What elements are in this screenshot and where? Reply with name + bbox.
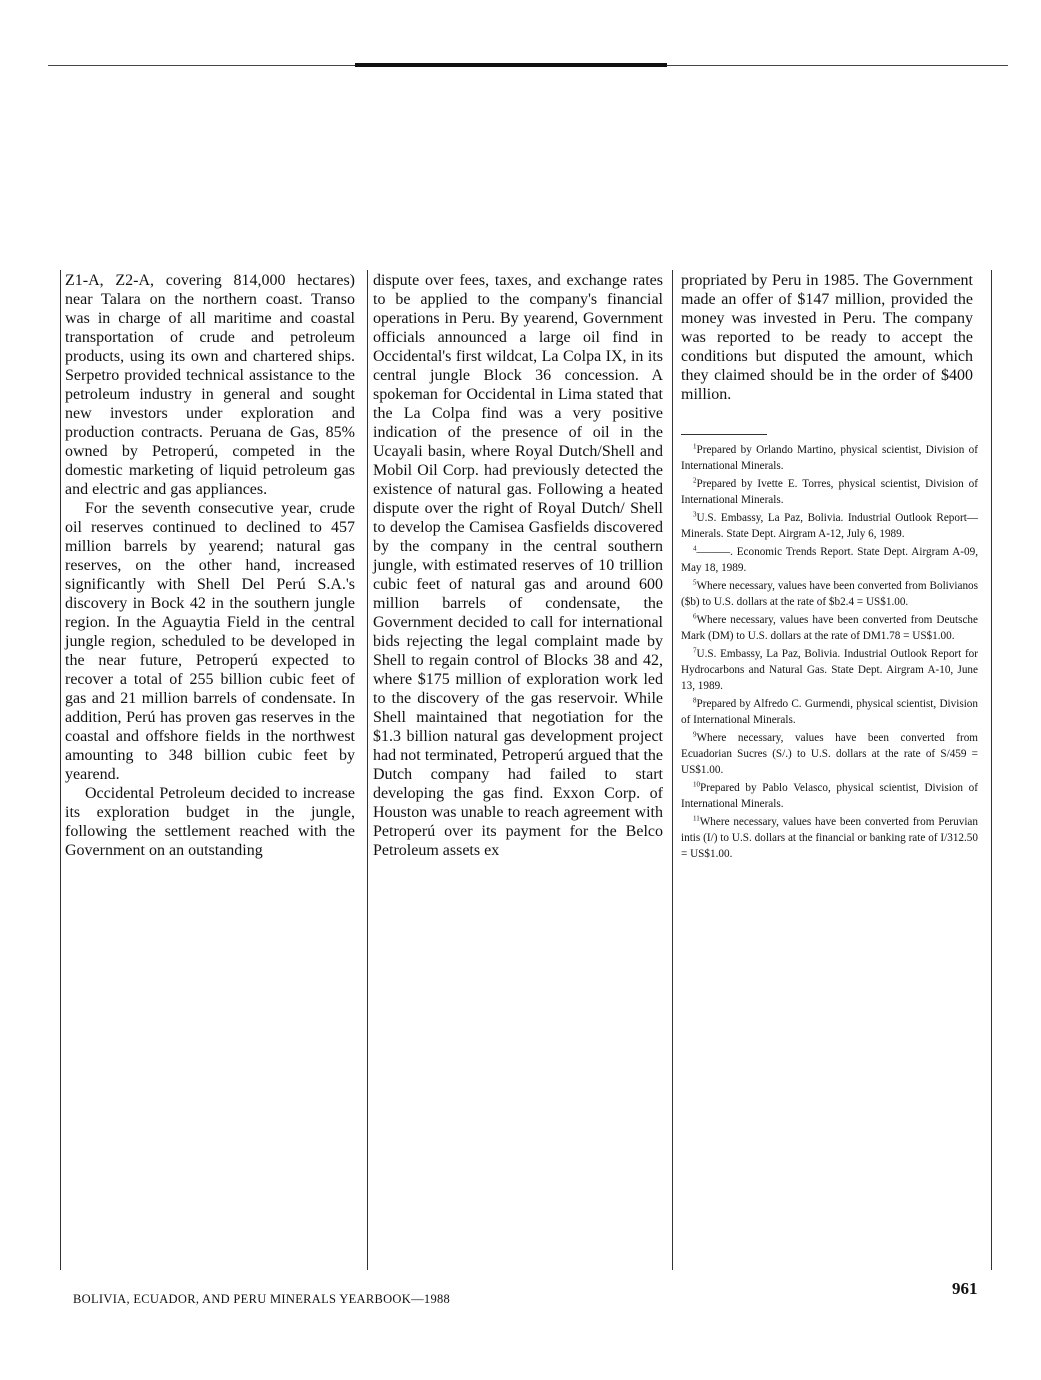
footnote — [681, 696, 978, 728]
paragraph: propriated by Peru in 1985. The Government made an offer of $147 million, provided the money was invested in Peru. The company was reported to be ready to accept the conditions but disputed the amount, which they claimed should be in the order of $400 million. — [681, 272, 973, 403]
footnote-number: 9 — [693, 730, 697, 739]
footnote-number: 6 — [693, 612, 697, 621]
header-rule-bold — [355, 63, 667, 67]
text-column-2 — [373, 271, 663, 860]
footnote-number: 7 — [693, 646, 697, 655]
paragraph: Occidental Petroleum decided to increase its exploration budget in the jungle, following the settlement reached with the Government on an outstanding — [65, 785, 355, 859]
footnotes — [681, 442, 978, 864]
paragraph: dispute over fees, taxes, and exchange rates to be applied to the company's financial operations in Peru. By yearend, Government officials announced a large oil find in Occidental's first wildcat, La Colpa IX, in its central jungle Block 36 concession. A spokeman for Occidental in Lima stated that the La Colpa find was a very positive indication of the presence of oil in the Ucayali basin, where Royal Dutch/Shell and Mobil Oil Corp. had previously detected the existence of natural gas. Following a heated dispute over the right of Royal Dutch/ Shell to develop the Camisea Gasfields discovered by the company in the central southern jungle, with estimated reserves of 10 trillion cubic feet of natural gas and around 600 million barrels of condensate, the Government decided to call for international bids rejecting the legal complaint made by Shell to regain control of Blocks 38 and 42, where $175 million of exploration work led to the discovery of the gas reservoir. While Shell maintained that negotiation for the $1.3 billion natural gas development project had not terminated, Petroperú argued that the Dutch company had failed to start developing the gas find. Exxon Corp. of Houston was unable to reach agreement with Petroperú over its payment for the Belco Petroleum assets ex — [373, 272, 663, 859]
footnote — [681, 510, 978, 542]
footnote-text: Prepared by Orlando Martino, physical scientist, Division of International Minerals. — [681, 444, 978, 472]
text-column-3 — [681, 271, 973, 404]
paragraph: Z1-A, Z2-A, covering 814,000 hectares) near Talara on the northern coast. Transo was in charge of all maritime and coastal transportation of crude and petroleum products, using its own and chartered ships. Serpetro provided technical assistance to the petroleum industry in general and sought new investors under exploration and production contracts. Peruana de Gas, 85% owned by Petroperú, competed in the domestic marketing of liquid petroleum gas and electric and gas appliances. — [65, 272, 355, 498]
footnote-number: 5 — [693, 578, 697, 587]
footnote — [681, 442, 978, 474]
footnote-text: ———. Economic Trends Report. State Dept. Airgram A-09, May 18, 1989. — [681, 546, 978, 574]
text-column-1 — [65, 271, 355, 860]
page-number: 961 — [952, 1279, 978, 1298]
footnote-text: Prepared by Alfredo C. Gurmendi, physical scientist, Division of International Minerals. — [681, 698, 978, 726]
footnote-text: U.S. Embassy, La Paz, Bolivia. Industrial Outlook Report for Hydrocarbons and Natural Gas. State Dept. Airgram A-10, June 13, 1989. — [681, 648, 978, 692]
footnote-text: Where necessary, values have been converted from Peruvian intis (I/) to U.S. dollars at the financial or banking rate of I/312.50 = US$1.00. — [681, 816, 978, 860]
footnote-text: Prepared by Ivette E. Torres, physical scientist, Division of International Minerals. — [681, 478, 978, 506]
footnote-text: U.S. Embassy, La Paz, Bolivia. Industrial Outlook Report—Minerals. State Dept. Airgram A-12, July 6, 1989. — [681, 512, 978, 540]
column-rule-1 — [367, 270, 368, 1270]
footnote-number: 11 — [693, 814, 700, 823]
footnote — [681, 730, 978, 778]
footnote — [681, 780, 978, 812]
footnote-number: 2 — [693, 476, 697, 485]
paragraph: For the seventh consecutive year, crude oil reserves continued to declined to 457 million barrels by yearend; natural gas reserves, on the other hand, increased significantly with Shell Del Perú S.A.'s discovery in Bock 42 in the southern jungle region. In the Aguaytia Field in the central jungle region, scheduled to be developed in the near future, Petroperú expected to recover a total of 255 billion cubic feet of gas and 21 million barrels of condensate. In addition, Perú has proven gas reserves in the coastal and offshore fields in the northwest amounting to 348 billion cubic feet by yearend. — [65, 500, 355, 783]
footnote — [681, 476, 978, 508]
column-rule-right — [991, 270, 992, 1270]
footnote-number: 1 — [693, 442, 697, 451]
footnote — [681, 544, 978, 576]
running-footer: BOLIVIA, ECUADOR, AND PERU MINERALS YEARBOOK—1988 — [73, 1292, 451, 1306]
footnote-number: 4 — [693, 544, 697, 553]
footnote — [681, 646, 978, 694]
footnote-number: 8 — [693, 696, 697, 705]
footnote-text: Where necessary, values have been converted from Bolivianos ($b) to U.S. dollars at the rate of $b2.4 = US$1.00. — [681, 580, 978, 608]
footnote-number: 10 — [693, 780, 700, 789]
footnote-number: 3 — [693, 510, 697, 519]
footnote-rule — [681, 434, 767, 435]
footnote-text: Prepared by Pablo Velasco, physical scientist, Division of International Minerals. — [681, 782, 978, 810]
footnote-text: Where necessary, values have been converted from Deutsche Mark (DM) to U.S. dollars at the rate of DM1.78 = US$1.00. — [681, 614, 978, 642]
footnote — [681, 612, 978, 644]
footnote — [681, 814, 978, 862]
column-rule-2 — [672, 270, 673, 1270]
footnote-text: Where necessary, values have been converted from Ecuadorian Sucres (S/.) to U.S. dollars at the rate of S/459 = US$1.00. — [681, 732, 978, 776]
column-rule-left — [60, 270, 61, 1270]
footnote — [681, 578, 978, 610]
